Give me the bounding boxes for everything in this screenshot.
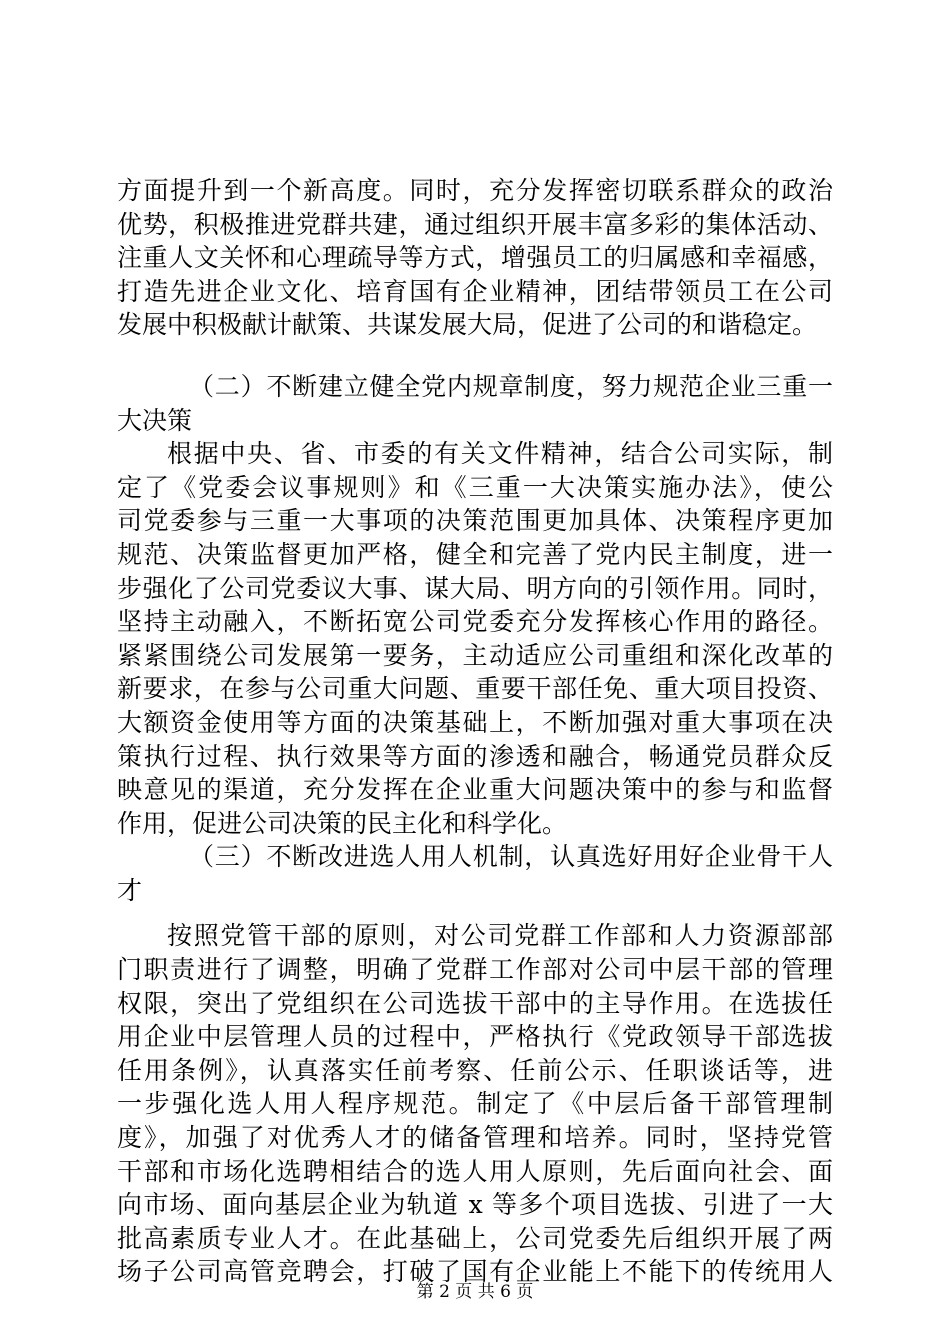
text-line: 优势，积极推进党群共建，通过组织开展丰富多彩的集体活动、 <box>117 209 833 239</box>
text-line: 按照党管干部的原则，对公司党群工作部和人力资源部部 <box>167 921 833 951</box>
text-line: 批高素质专业人才。在此基础上，公司党委先后组织开展了两 <box>117 1223 833 1253</box>
section-heading-3 <box>117 840 833 907</box>
heading-line: 才 <box>117 875 143 905</box>
page-number-footer: 第 2 页 共 6 页 <box>416 1282 534 1302</box>
section-heading-2 <box>117 370 833 437</box>
text-line: 向市场、面向基层企业为轨道 x 等多个项目选拔、引进了一大 <box>117 1190 833 1220</box>
text-line: 坚持主动融入，不断拓宽公司党委充分发挥核心作用的路径。 <box>117 607 833 637</box>
text-line: 大额资金使用等方面的决策基础上，不断加强对重大事项在决 <box>117 707 833 737</box>
text-line: 度》，加强了对优秀人才的储备管理和培养。同时，坚持党管 <box>117 1123 833 1153</box>
heading-line: （二）不断建立健全党内规章制度，努力规范企业三重一 <box>189 371 833 401</box>
paragraph-1 <box>117 174 833 342</box>
text-line: 步强化了公司党委议大事、谋大局、明方向的引领作用。同时， <box>117 573 833 603</box>
document-body <box>117 174 833 1289</box>
text-line: 定了《党委会议事规则》和《三重一大决策实施办法》，使公 <box>117 472 833 502</box>
paragraph-3 <box>117 919 833 1289</box>
paragraph-2 <box>117 437 833 840</box>
text-line: 映意见的渠道，充分发挥在企业重大问题决策中的参与和监督 <box>117 775 833 805</box>
text-line: 策执行过程、执行效果等方面的渗透和融合，畅通党员群众反 <box>117 741 833 771</box>
text-line: 任用条例》，认真落实任前考察、任前公示、任职谈话等，进 <box>117 1055 833 1085</box>
text-line: 新要求，在参与公司重大问题、重要干部任免、重大项目投资、 <box>117 674 833 704</box>
text-line: 场子公司高管竞聘会，打破了国有企业能上不能下的传统用人 <box>117 1257 833 1287</box>
text-line: 方面提升到一个新高度。同时，充分发挥密切联系群众的政治 <box>117 176 833 205</box>
text-line: 权限，突出了党组织在公司选拔干部中的主导作用。在选拔任 <box>117 988 833 1018</box>
text-line: 发展中积极献计献策、共谋发展大局，促进了公司的和谐稳定。 <box>117 310 818 340</box>
text-line: 紧紧围绕公司发展第一要务，主动适应公司重组和深化改革的 <box>117 640 833 670</box>
text-line: 干部和市场化选聘相结合的选人用人原则，先后面向社会、面 <box>117 1156 833 1186</box>
heading-line: （三）不断改进选人用人机制，认真选好用好企业骨干人 <box>189 842 833 872</box>
text-line: 规范、决策监督更加严格，健全和完善了党内民主制度，进一 <box>117 539 833 569</box>
text-line: 作用，促进公司决策的民主化和科学化。 <box>117 808 568 838</box>
text-line: 用企业中层管理人员的过程中，严格执行《党政领导干部选拔 <box>117 1022 833 1052</box>
heading-line: 大决策 <box>117 405 193 435</box>
text-line: 司党委参与三重一大事项的决策范围更加具体、决策程序更加 <box>117 506 833 536</box>
text-line: 一步强化选人用人程序规范。制定了《中层后备干部管理制 <box>117 1089 833 1119</box>
text-line: 根据中央、省、市委的有关文件精神，结合公司实际，制 <box>167 439 833 469</box>
text-line: 打造先进企业文化、培育国有企业精神，团结带领员工在公司 <box>117 276 833 306</box>
text-line: 注重人文关怀和心理疏导等方式，增强员工的归属感和幸福感， <box>117 243 833 273</box>
text-line: 门职责进行了调整，明确了党群工作部对公司中层干部的管理 <box>117 955 833 985</box>
